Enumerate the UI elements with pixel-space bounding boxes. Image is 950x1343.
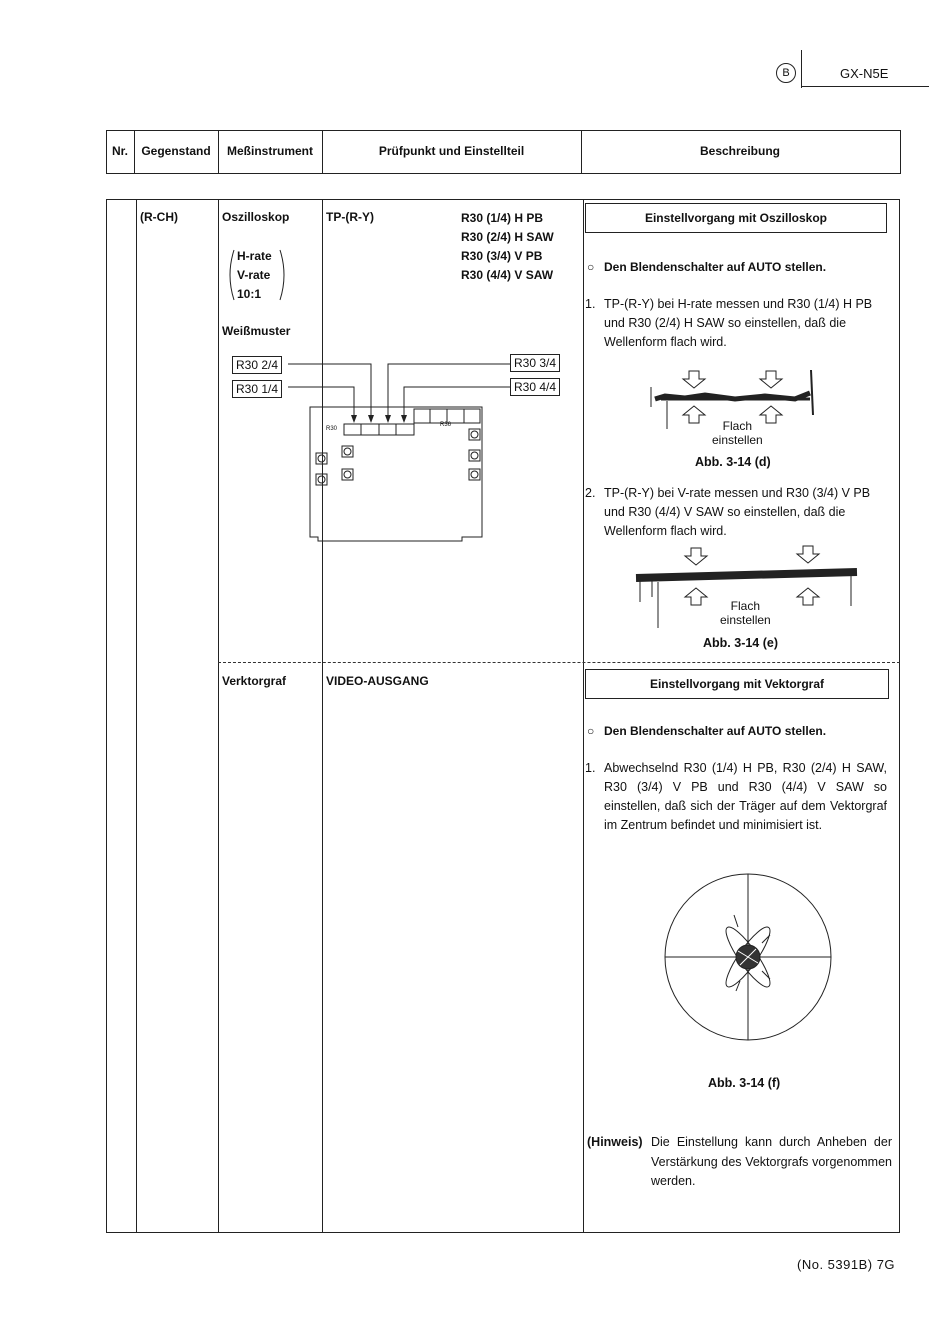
label-r30-1-4: R30 1/4 [232, 380, 282, 398]
col-gegenstand: Gegenstand [141, 144, 211, 158]
procedure-title-oscilloscope: Einstellvorgang mit Oszilloskop [585, 203, 887, 233]
col-nr: Nr. [111, 144, 128, 158]
instrument-vektorgraf: Verktorgraf [222, 674, 287, 688]
label-line: Flach [730, 599, 761, 613]
testpoint-video-out: VIDEO-AUSGANG [326, 674, 429, 688]
rate-ratio: 10:1 [237, 287, 262, 301]
label-line: einstellen [712, 433, 763, 447]
step-1 [585, 295, 887, 352]
adjust-item: R30 (2/4) H SAW [461, 230, 554, 244]
label-r30-3-4: R30 3/4 [510, 354, 560, 372]
adjust-item: R30 (3/4) V PB [461, 249, 543, 263]
adjustment-list [461, 209, 554, 285]
step-1-vectorscope [585, 759, 887, 835]
waveform-e-label [720, 599, 771, 627]
note-block [587, 1133, 892, 1192]
note-text: Die Einstellung kann durch Anheben der Verstärkung des Vektorgrafs vorgenommen werden. [651, 1135, 892, 1188]
step-text: TP-(R-Y) bei V-rate messen und R30 (3/4) V PB und R30 (4/4) V SAW so einstellen, daß die Wellenform flach wird. [604, 486, 871, 538]
step-number: 2. [585, 486, 596, 500]
figure-caption-f: Abb. 3-14 (f) [708, 1076, 781, 1090]
bullet-text: Den Blendenschalter auf AUTO stellen. [604, 260, 827, 274]
step-text: TP-(R-Y) bei H-rate messen und R30 (1/4) H PB und R30 (2/4) H SAW so einstellen, daß die Wellenform flach wird. [604, 297, 873, 349]
label-line: Flach [722, 419, 753, 433]
figure-caption-e: Abb. 3-14 (e) [703, 636, 779, 650]
model-number: GX-N5E [840, 66, 889, 81]
step-number: 1. [585, 761, 596, 775]
step-text: Abwechselnd R30 (1/4) H PB, R30 (2/4) H SAW, R30 (3/4) V PB und R30 (4/4) V SAW so einstellen, daß sich der Träger auf dem Vektorgraf im Zentrum befindet und minimisiert ist. [604, 761, 887, 832]
vectorscope-figure [660, 873, 838, 1041]
rate-h: H-rate [237, 249, 272, 263]
testpoint-tp-ry: TP-(R-Y) [326, 210, 374, 224]
step-2 [585, 484, 887, 541]
figure-caption-d: Abb. 3-14 (d) [695, 455, 771, 469]
pcb-drawing [226, 345, 576, 545]
bullet-icon: ○ [587, 724, 595, 738]
note-label: (Hinweis) [587, 1135, 643, 1149]
rate-v: V-rate [237, 268, 271, 282]
col-pruefpunkt: Prüfpunkt und Einstellteil [378, 144, 525, 158]
bullet-text: Den Blendenschalter auf AUTO stellen. [604, 724, 827, 738]
label-r30-small: R30 [326, 426, 338, 432]
col-messinstrument: Meßinstrument [226, 144, 313, 158]
label-line: einstellen [720, 613, 771, 627]
col-beschreibung: Beschreibung [699, 144, 780, 158]
procedure-title-vectorscope: Einstellvorgang mit Vektorgraf [585, 669, 889, 699]
gegenstand-cell: (R-CH) [140, 210, 178, 224]
label-r30-2-4: R30 2/4 [232, 356, 282, 374]
step-number: 1. [585, 297, 596, 311]
adjust-item: R30 (1/4) H PB [461, 211, 544, 225]
label-r30-4-4: R30 4/4 [510, 378, 560, 396]
pattern-label: Weißmuster [222, 324, 291, 338]
instrument-oszilloskop: Oszilloskop [222, 210, 290, 224]
page-footer: (No. 5391B) 7G [797, 1257, 896, 1272]
region-circle-icon [776, 63, 796, 83]
adjust-item: R30 (4/4) V SAW [461, 268, 554, 282]
waveform-d-label [712, 419, 763, 447]
label-r36-small: R36 [440, 422, 452, 428]
region-letter: B [782, 67, 790, 79]
bullet-icon: ○ [587, 260, 595, 274]
